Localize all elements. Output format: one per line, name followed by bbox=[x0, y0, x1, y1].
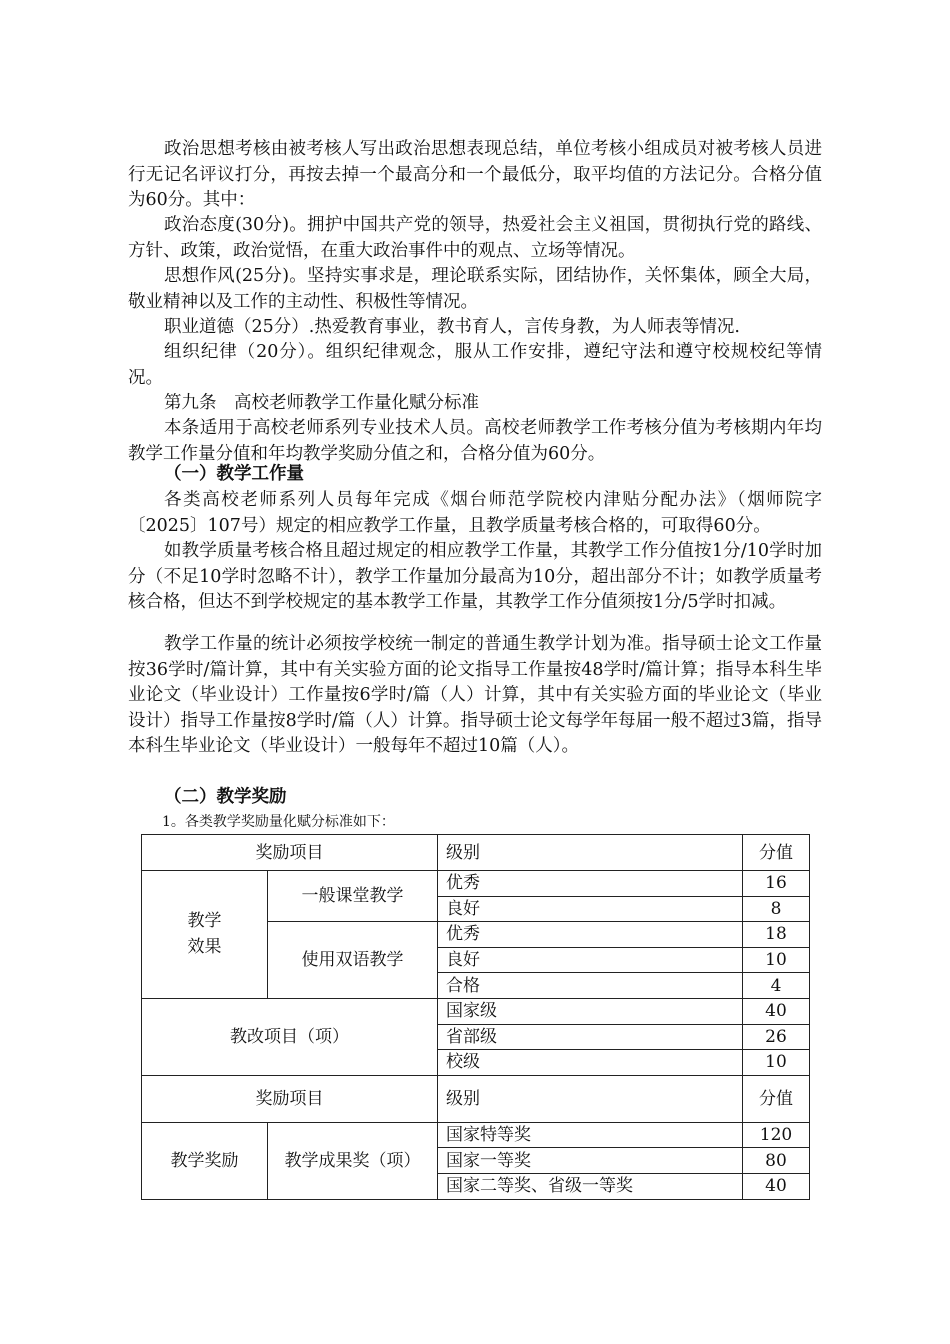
level-cell: 优秀 bbox=[438, 922, 743, 948]
score-cell: 10 bbox=[743, 947, 810, 973]
header-score: 分值 bbox=[743, 835, 810, 871]
score-cell: 10 bbox=[743, 1050, 810, 1076]
score-cell: 8 bbox=[743, 896, 810, 922]
score-cell: 40 bbox=[743, 998, 810, 1024]
level-cell: 国家级 bbox=[438, 998, 743, 1024]
table-header-row-2 bbox=[142, 1075, 810, 1122]
score-cell: 16 bbox=[743, 871, 810, 897]
paragraph-ideological-style: 思想作风(25分)。坚持实事求是，理论联系实际，团结协作，关怀集体，顾全大局，敬业精神以及工作的主动性、积极性等情况。 bbox=[128, 266, 822, 312]
table-header-row bbox=[142, 835, 810, 871]
category-teaching-effect: 教学 效果 bbox=[142, 871, 268, 999]
level-cell: 优秀 bbox=[438, 871, 743, 897]
table-row bbox=[142, 998, 810, 1024]
paragraph-workload-bonus: 如教学质量考核合格且超过规定的相应教学工作量，其教学工作分值按1分/10学时加分（不足10学时忽略不计），教学工作量加分最高为10分，超出部分不计；如教学质量考核合格，但达不到学校规定的基本教学工作量，其教学工作分值须按1分/5学时扣减。 bbox=[128, 541, 822, 613]
level-cell: 合格 bbox=[438, 973, 743, 999]
table-row bbox=[142, 871, 810, 897]
level-cell: 良好 bbox=[438, 947, 743, 973]
table-row bbox=[142, 1122, 810, 1148]
article-heading: 第九条 高校老师教学工作量化赋分标准 bbox=[164, 393, 479, 413]
award-score-table bbox=[141, 834, 810, 1200]
category-reform-projects: 教改项目（项） bbox=[142, 998, 438, 1075]
section-heading-workload: （一）教学工作量 bbox=[164, 464, 304, 484]
subcategory-achievement-award: 教学成果奖（项） bbox=[268, 1122, 438, 1199]
level-cell: 省部级 bbox=[438, 1024, 743, 1050]
level-cell: 国家二等奖、省级一等奖 bbox=[438, 1173, 743, 1199]
paragraph-workload-completion: 各类高校老师系列人员每年完成《烟台师范学院校内津贴分配办法》（烟师院字〔2025〕107号）规定的相应教学工作量，且教学质量考核合格的，可取得60分。 bbox=[128, 490, 822, 536]
category-teaching-award: 教学奖励 bbox=[142, 1122, 268, 1199]
score-cell: 4 bbox=[743, 973, 810, 999]
header2-level: 级别 bbox=[438, 1075, 743, 1122]
paragraph-workload-statistics: 教学工作量的统计必须按学校统一制定的普通生教学计划为准。指导硕士论文工作量按36学时/篇计算，其中有关实验方面的论文指导工作量按48学时/篇计算；指导本科生毕业论文（毕业设计）工作量按6学时/篇（人）计算，其中有关实验方面的毕业论文（毕业设计）指导工作量按8学时/篇（人）计算。指导硕士论文每学年每届一般不超过3篇，指导本科生毕业论文（毕业设计）一般每年不超过10篇（人）。 bbox=[128, 634, 822, 757]
paragraph-scope: 本条适用于高校老师系列专业技术人员。高校老师教学工作考核分值为考核期内年均教学工作量分值和年均教学奖励分值之和，合格分值为60分。 bbox=[128, 418, 822, 464]
header-item: 奖励项目 bbox=[142, 835, 438, 871]
paragraph-political-attitude: 政治态度(30分)。拥护中国共产党的领导，热爱社会主义祖国，贯彻执行党的路线、方针、政策，政治觉悟，在重大政治事件中的观点、立场等情况。 bbox=[128, 215, 822, 261]
score-cell: 80 bbox=[743, 1148, 810, 1174]
header-level: 级别 bbox=[438, 835, 743, 871]
paragraph-discipline: 组织纪律（20分）。组织纪律观念，服从工作安排，遵纪守法和遵守校规校纪等情况。 bbox=[128, 342, 822, 388]
paragraph-professional-ethics: 职业道德（25分）.热爱教育事业，教书育人，言传身教，为人师表等情况. bbox=[164, 317, 740, 337]
level-cell: 良好 bbox=[438, 896, 743, 922]
subcategory-bilingual: 使用双语教学 bbox=[268, 922, 438, 999]
score-cell: 26 bbox=[743, 1024, 810, 1050]
level-cell: 校级 bbox=[438, 1050, 743, 1076]
level-cell: 国家一等奖 bbox=[438, 1148, 743, 1174]
table-note: 1。各类教学奖励量化赋分标准如下： bbox=[162, 814, 395, 830]
paragraph-political-assessment: 政治思想考核由被考核人写出政治思想表现总结，单位考核小组成员对被考核人员进行无记名评议打分，再按去掉一个最高分和一个最低分，取平均值的方法记分。合格分值为60分。其中： bbox=[128, 139, 822, 211]
score-cell: 18 bbox=[743, 922, 810, 948]
level-cell: 国家特等奖 bbox=[438, 1122, 743, 1148]
header2-score: 分值 bbox=[743, 1075, 810, 1122]
section-heading-awards: （二）教学奖励 bbox=[164, 787, 287, 807]
score-cell: 120 bbox=[743, 1122, 810, 1148]
header2-item: 奖励项目 bbox=[142, 1075, 438, 1122]
score-cell: 40 bbox=[743, 1173, 810, 1199]
subcategory-general-class: 一般课堂教学 bbox=[268, 871, 438, 922]
